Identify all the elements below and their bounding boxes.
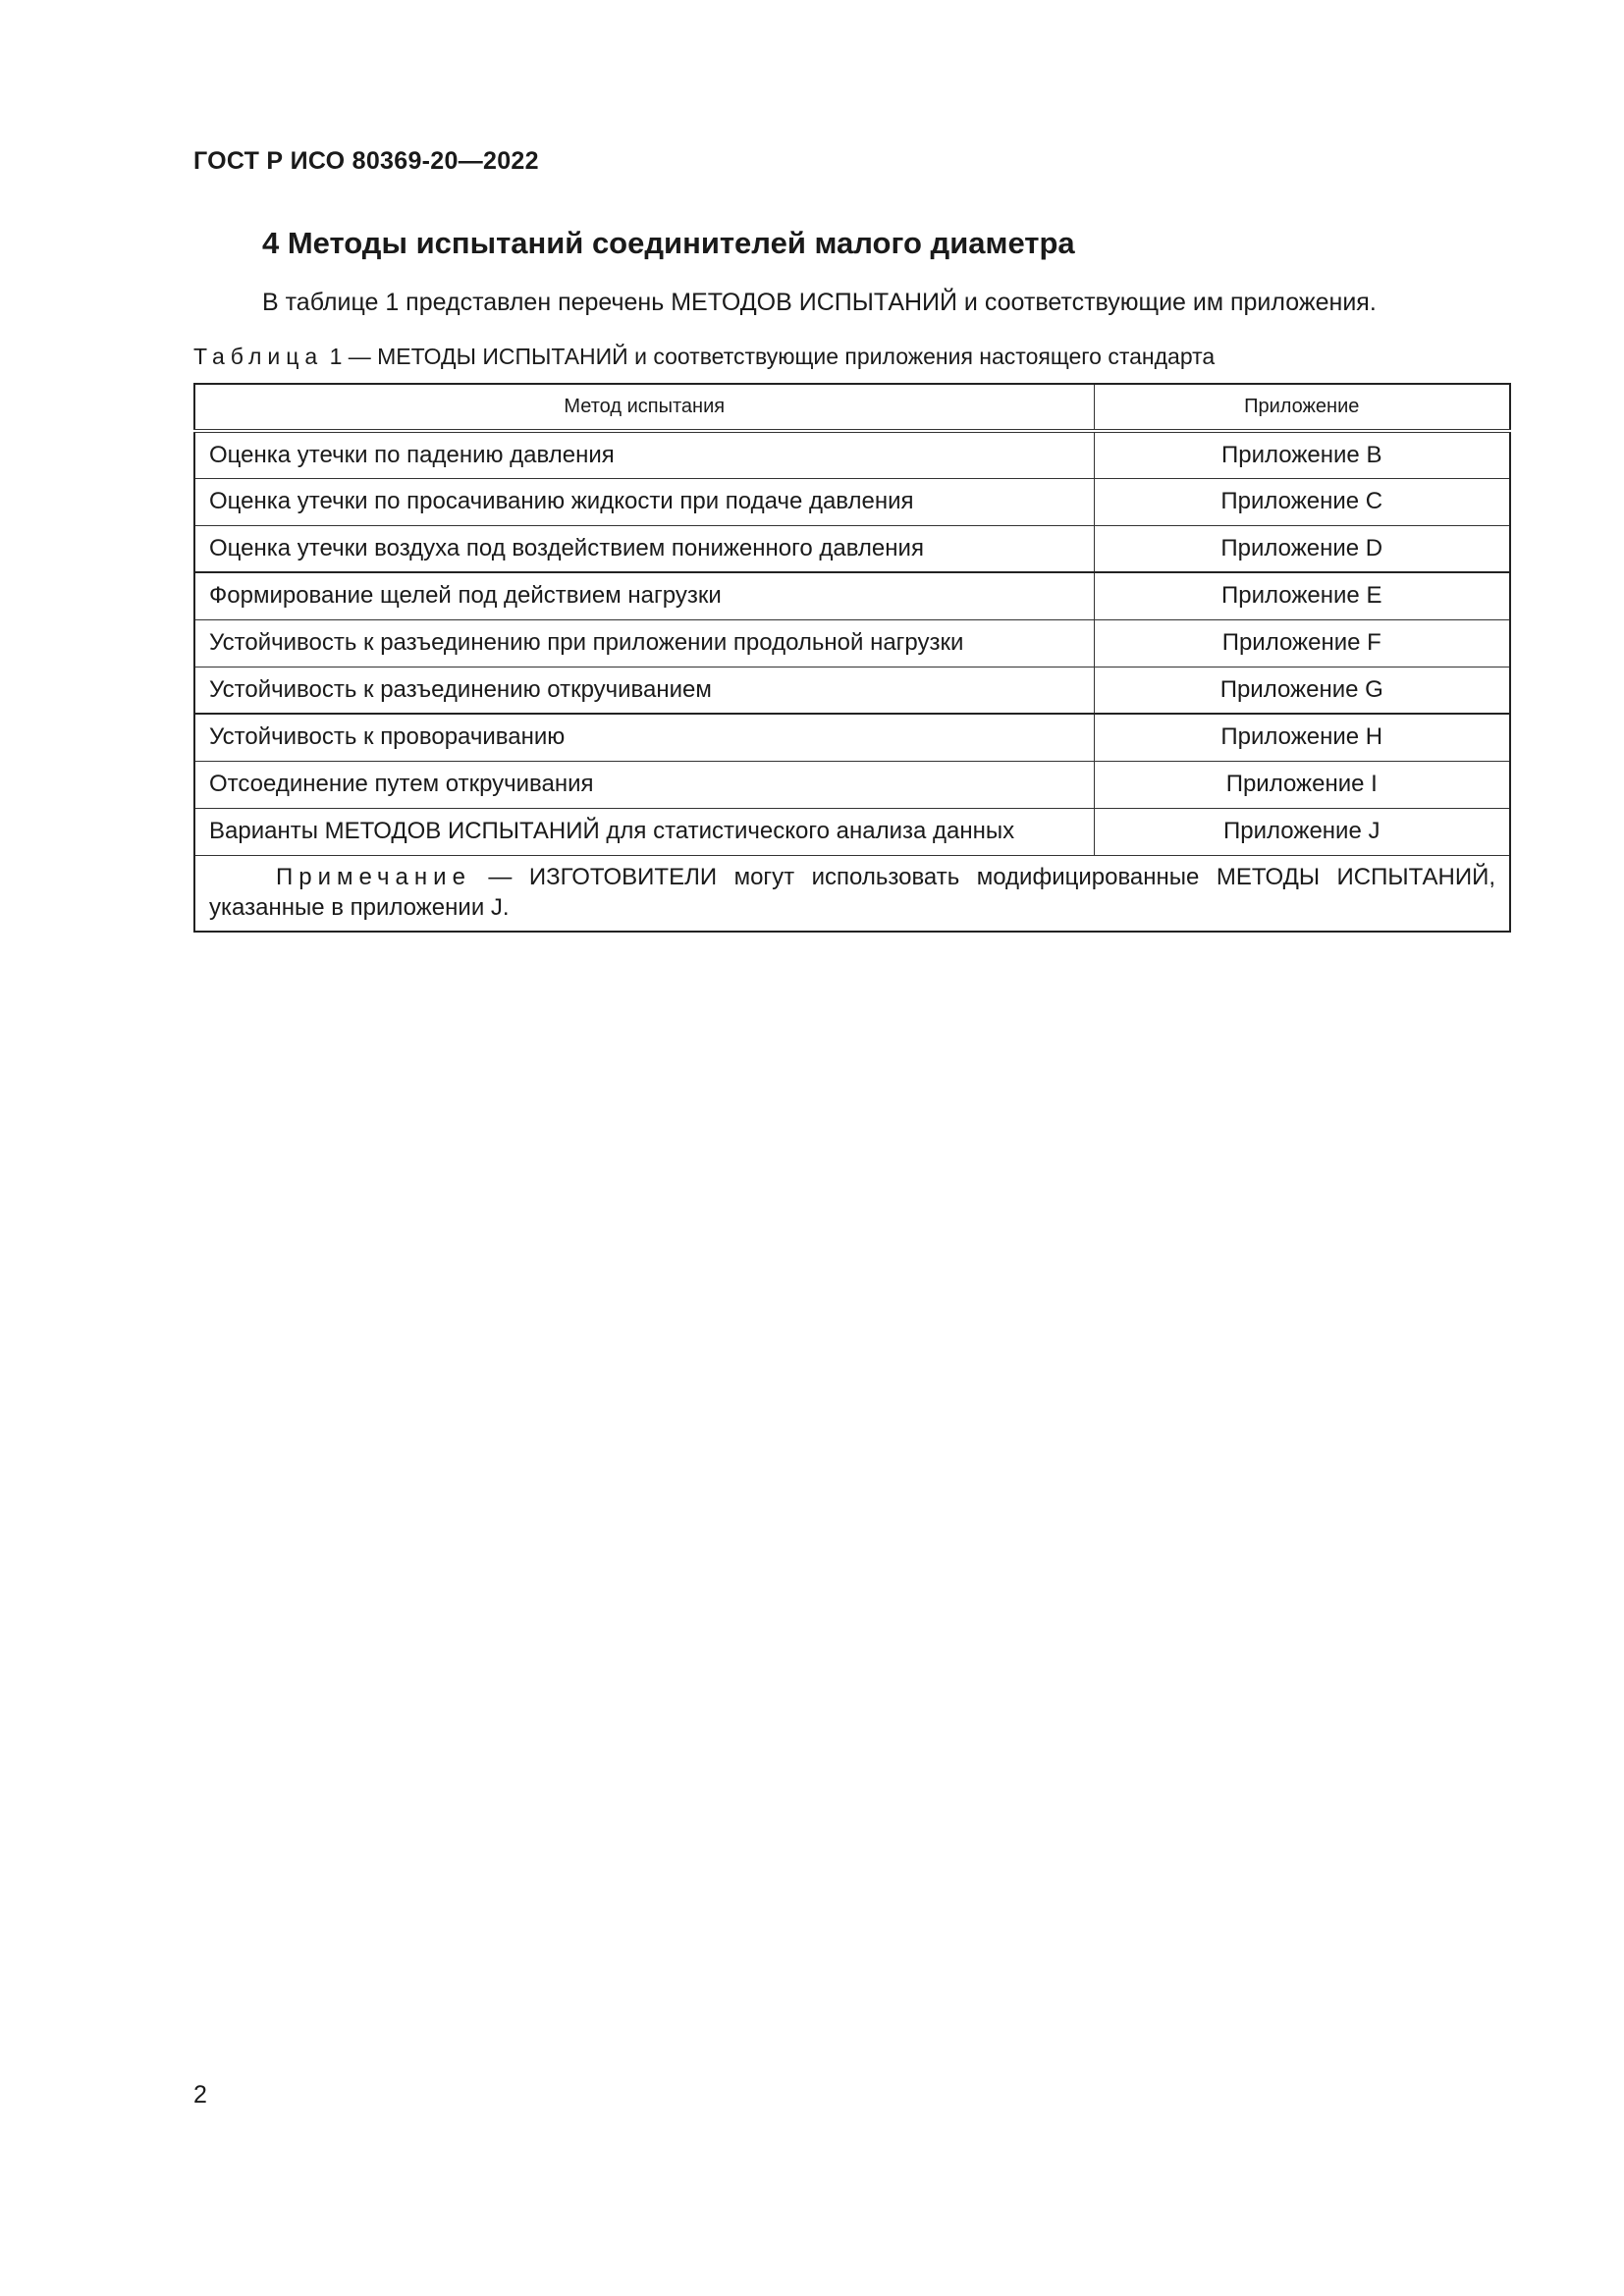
annex-cell: Приложение C bbox=[1094, 478, 1510, 525]
section-title: 4 Методы испытаний соединителей малого диаметра bbox=[262, 226, 1075, 260]
column-header-method: Метод испытания bbox=[194, 384, 1094, 431]
table-row bbox=[194, 572, 1510, 619]
method-cell: Отсоединение путем откручивания bbox=[194, 761, 1094, 808]
section-intro-text: В таблице 1 представлен перечень МЕТОДОВ ИСПЫТАНИЙ и соответствующие им приложения. bbox=[262, 289, 1377, 316]
note-text: — ИЗГОТОВИТЕЛИ могут использовать модифицированные МЕТОДЫ ИСПЫТАНИЙ, указанные в приложении J. bbox=[209, 863, 1495, 921]
method-cell: Устойчивость к разъединению откручиванием bbox=[194, 667, 1094, 714]
table-row bbox=[194, 667, 1510, 714]
method-cell: Оценка утечки по падению давления bbox=[194, 431, 1094, 478]
annex-cell: Приложение G bbox=[1094, 667, 1510, 714]
method-cell: Устойчивость к проворачиванию bbox=[194, 714, 1094, 761]
table-row bbox=[194, 431, 1510, 478]
annex-cell: Приложение H bbox=[1094, 714, 1510, 761]
table-note bbox=[194, 855, 1510, 932]
method-cell: Формирование щелей под действием нагрузки bbox=[194, 572, 1094, 619]
table-row bbox=[194, 619, 1510, 667]
annex-cell: Приложение J bbox=[1094, 808, 1510, 855]
annex-cell: Приложение D bbox=[1094, 525, 1510, 572]
table-caption bbox=[193, 344, 1215, 370]
table-row bbox=[194, 525, 1510, 572]
annex-cell: Приложение E bbox=[1094, 572, 1510, 619]
table-row bbox=[194, 808, 1510, 855]
table-row bbox=[194, 714, 1510, 761]
method-cell: Оценка утечки воздуха под воздействием пониженного давления bbox=[194, 525, 1094, 572]
table-row bbox=[194, 761, 1510, 808]
note-label: Примечание bbox=[276, 863, 471, 890]
annex-cell: Приложение F bbox=[1094, 619, 1510, 667]
table-header-row bbox=[194, 384, 1510, 431]
method-cell: Оценка утечки по просачиванию жидкости при подаче давления bbox=[194, 478, 1094, 525]
table-row bbox=[194, 478, 1510, 525]
annex-cell: Приложение B bbox=[1094, 431, 1510, 478]
annex-cell: Приложение I bbox=[1094, 761, 1510, 808]
document-standard-id: ГОСТ Р ИСО 80369-20—2022 bbox=[193, 147, 539, 175]
table-caption-text: 1 — МЕТОДЫ ИСПЫТАНИЙ и соответствующие приложения настоящего стандарта bbox=[329, 344, 1216, 369]
methods-table bbox=[193, 383, 1511, 933]
method-cell: Варианты МЕТОДОВ ИСПЫТАНИЙ для статистического анализа данных bbox=[194, 808, 1094, 855]
method-cell: Устойчивость к разъединению при приложении продольной нагрузки bbox=[194, 619, 1094, 667]
column-header-annex: Приложение bbox=[1094, 384, 1510, 431]
page-number: 2 bbox=[193, 2081, 207, 2109]
table-caption-label: Таблица bbox=[193, 344, 324, 369]
table-note-row bbox=[194, 855, 1510, 932]
